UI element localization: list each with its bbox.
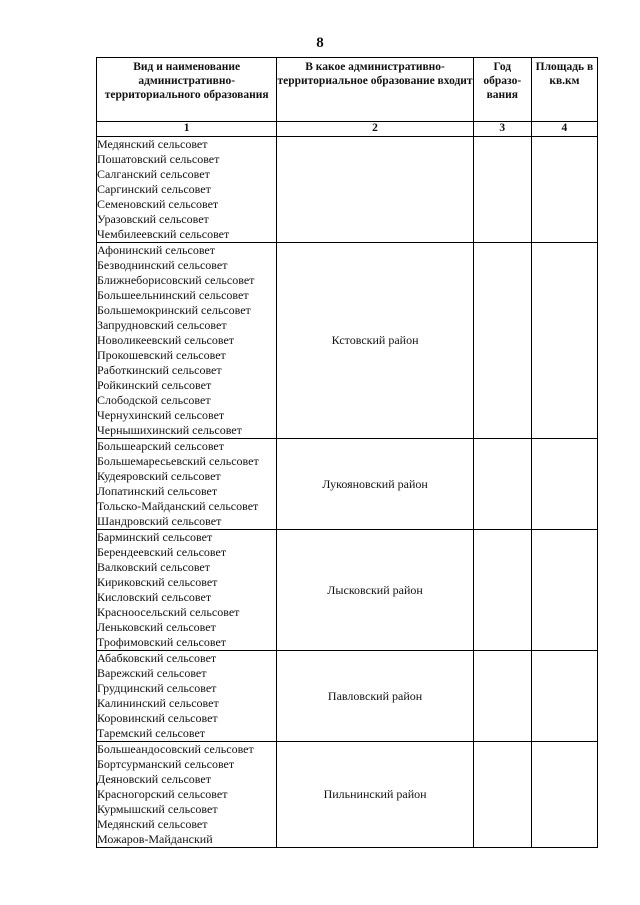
unit-name: Кириковский сельсовет (97, 575, 218, 589)
unit-name: Кисловский сельсовет (97, 590, 212, 604)
unit-name: Деяновский сельсовет (97, 772, 211, 786)
unit-name: Медянский сельсовет (97, 817, 208, 831)
column-number-2: 2 (277, 122, 473, 137)
table-row (97, 742, 598, 848)
unit-name: Барминский сельсовет (97, 530, 213, 544)
unit-name: Ройкинский сельсовет (97, 378, 212, 392)
unit-name: Большеандосовский сельсовет (97, 742, 254, 756)
year-cell (473, 530, 531, 651)
year-cell (473, 651, 531, 742)
header-unit-name: Вид и наименование административно-территориального образования (97, 58, 277, 122)
unit-name: Работкинский сельсовет (97, 363, 222, 377)
unit-name: Варежский сельсовет (97, 666, 207, 680)
unit-name: Афонинский сельсовет (97, 243, 216, 257)
unit-name: Саргинский сельсовет (97, 182, 211, 196)
unit-name: Таремский сельсовет (97, 726, 206, 740)
unit-names-cell (97, 530, 277, 651)
unit-names-cell (97, 651, 277, 742)
column-number-3: 3 (473, 122, 531, 137)
unit-name: Тольско-Майданский сельсовет (97, 499, 259, 513)
district-cell (277, 137, 473, 243)
header-area: Площадь в кв.км (531, 58, 597, 122)
unit-name: Красногорский сельсовет (97, 787, 228, 801)
unit-name: Трофимовский сельсовет (97, 635, 227, 649)
unit-name: Большемокринский сельсовет (97, 303, 251, 317)
unit-name: Ближнеборисовский сельсовет (97, 273, 255, 287)
year-cell (473, 137, 531, 243)
unit-name: Коровинский сельсовет (97, 711, 218, 725)
district-cell: Кстовский район (277, 243, 473, 439)
unit-name: Большеельнинский сельсовет (97, 288, 249, 302)
unit-name: Берендеевский сельсовет (97, 545, 227, 559)
district-cell: Павловский район (277, 651, 473, 742)
unit-name: Безводнинский сельсовет (97, 258, 228, 272)
area-cell (531, 651, 597, 742)
unit-name: Можаров-Майданский (97, 832, 213, 846)
territorial-units-table (96, 57, 598, 848)
area-cell (531, 243, 597, 439)
unit-name: Новоликеевский сельсовет (97, 333, 235, 347)
district-cell: Лукояновский район (277, 439, 473, 530)
district-cell: Пильнинский район (277, 742, 473, 848)
column-number-4: 4 (531, 122, 597, 137)
area-cell (531, 439, 597, 530)
table-row (97, 137, 598, 243)
unit-name: Прокошевский сельсовет (97, 348, 226, 362)
unit-name: Грудцинский сельсовет (97, 681, 217, 695)
table-row (97, 651, 598, 742)
year-cell (473, 742, 531, 848)
table-row (97, 530, 598, 651)
unit-name: Слободской сельсовет (97, 393, 211, 407)
unit-name: Медянский сельсовет (97, 137, 208, 151)
unit-name: Пошатовский сельсовет (97, 152, 220, 166)
page-number: 8 (316, 35, 324, 51)
unit-names-cell (97, 243, 277, 439)
year-cell (473, 243, 531, 439)
area-cell (531, 530, 597, 651)
unit-name: Чернухинский сельсовет (97, 408, 225, 422)
unit-name: Семеновский сельсовет (97, 197, 219, 211)
unit-name: Чернышихинский сельсовет (97, 423, 242, 437)
unit-name: Кудеяровский сельсовет (97, 469, 221, 483)
unit-name: Большеарский сельсовет (97, 439, 224, 453)
unit-name: Шандровский сельсовет (97, 514, 222, 528)
unit-name: Бортсурманский сельсовет (97, 757, 235, 771)
unit-name: Лопатинский сельсовет (97, 484, 218, 498)
header-year: Год образо-вания (473, 58, 531, 122)
district-cell: Лысковский район (277, 530, 473, 651)
unit-name: Леньковский сельсовет (97, 620, 216, 634)
unit-name: Большемаресьевский сельсовет (97, 454, 259, 468)
unit-names-cell (97, 137, 277, 243)
table-row (97, 243, 598, 439)
unit-name: Калининский сельсовет (97, 696, 219, 710)
unit-name: Валковский сельсовет (97, 560, 210, 574)
unit-name: Красноосельский сельсовет (97, 605, 240, 619)
unit-names-cell (97, 439, 277, 530)
unit-name: Курмышский сельсовет (97, 802, 218, 816)
year-cell (473, 439, 531, 530)
unit-name: Запрудновский сельсовет (97, 318, 227, 332)
unit-name: Салганский сельсовет (97, 167, 210, 181)
column-number-1: 1 (97, 122, 277, 137)
table-row (97, 439, 598, 530)
unit-name: Абабковский сельсовет (97, 651, 217, 665)
unit-name: Уразовский сельсовет (97, 212, 209, 226)
area-cell (531, 742, 597, 848)
header-parent-unit: В какое административно-территориальное образование входит (277, 58, 473, 122)
area-cell (531, 137, 597, 243)
unit-names-cell (97, 742, 277, 848)
unit-name: Чембилеевский сельсовет (97, 227, 230, 241)
